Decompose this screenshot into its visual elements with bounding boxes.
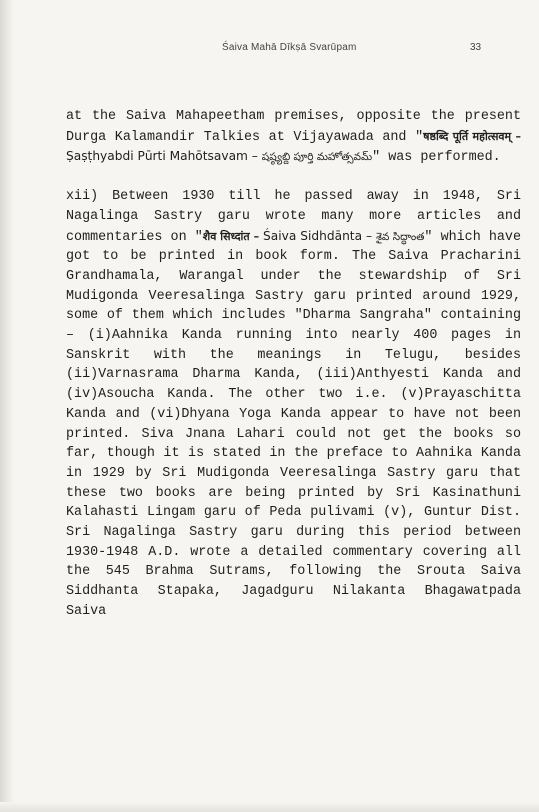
paragraph-2-text-end: " which have got to be printed in book form. The Saiva Pracharini Grandhamala, Warangal under the stewardship of Sri Mudigonda Veeresalinga Sastry garu printed around 1929, some of them which includes "Dharma Sangraha" containing – (i)Aahnika Kanda running into nearly 400 pages in Sanskrit with the meanings in Telugu, besides (ii)Varnasrama Dharma Kanda, (iii)Anthyesti Kanda and (iv)Asoucha Kanda. The other two i.e. (v)Prayaschitta Kanda and (vi)Dhyana Yoga Kanda appear to have not been printed. Siva Jnana Lahari could not get the books so far, though it is stated in the preface to Aahnika Kanda in 1929 by Sri Mudigonda Veeresalinga Sastry garu that these two books are being printed by Sri Kasinathuni Kalahasti Lingam garu of Peda pulivami (v), Guntur Dist. Sri Nagalinga Sastry garu during this period between 1930-1948 A.D. wrote a detailed commentary covering all the 545 Brahma Sutrams, following the Srouta Saiva Siddhanta Stapaka, Jagadguru Nilakanta Bhagawatpada Saiva bbox=[66, 229, 522, 619]
body-text bbox=[66, 107, 521, 622]
paragraph-2-text-start: xii) Between 1930 till he passed away in 1948, Sri Nagalinga Sastry garu wrote many more articles and commentaries on " bbox=[66, 189, 521, 245]
page-left-edge-shadow bbox=[0, 0, 14, 812]
paragraph-1-text-start: at the Saiva Mahapeetham premises, opposite the present Durga Kalamandir Talkies at Vijayawada and " bbox=[66, 109, 521, 145]
running-header-title: Śaiva Mahā Dīkṣā Svarūpam bbox=[222, 42, 357, 53]
paragraph-2 bbox=[66, 187, 521, 621]
telugu-term: షష్ఠ్యబ్ది పూర్తి మహోత్సవమ్ bbox=[261, 151, 373, 164]
page-number: 33 bbox=[470, 42, 482, 53]
telugu-term: శైవ సిద్ధాంత bbox=[376, 230, 425, 243]
paragraph-1 bbox=[66, 107, 521, 168]
transliteration-term: Śaiva Sidhdānta – bbox=[259, 228, 377, 243]
paragraph-1-text-end: " was performed. bbox=[372, 150, 501, 166]
devanagari-term: षष्ठब्दि पूर्ति महोत्सवम् – bbox=[423, 129, 521, 143]
transliteration-term: Ṣaṣṭhyabdi Pūrti Mahōtsavam – bbox=[66, 149, 262, 164]
page-bottom-edge-shadow bbox=[0, 802, 539, 812]
devanagari-term: शैव सिध्दांत – bbox=[202, 229, 260, 243]
